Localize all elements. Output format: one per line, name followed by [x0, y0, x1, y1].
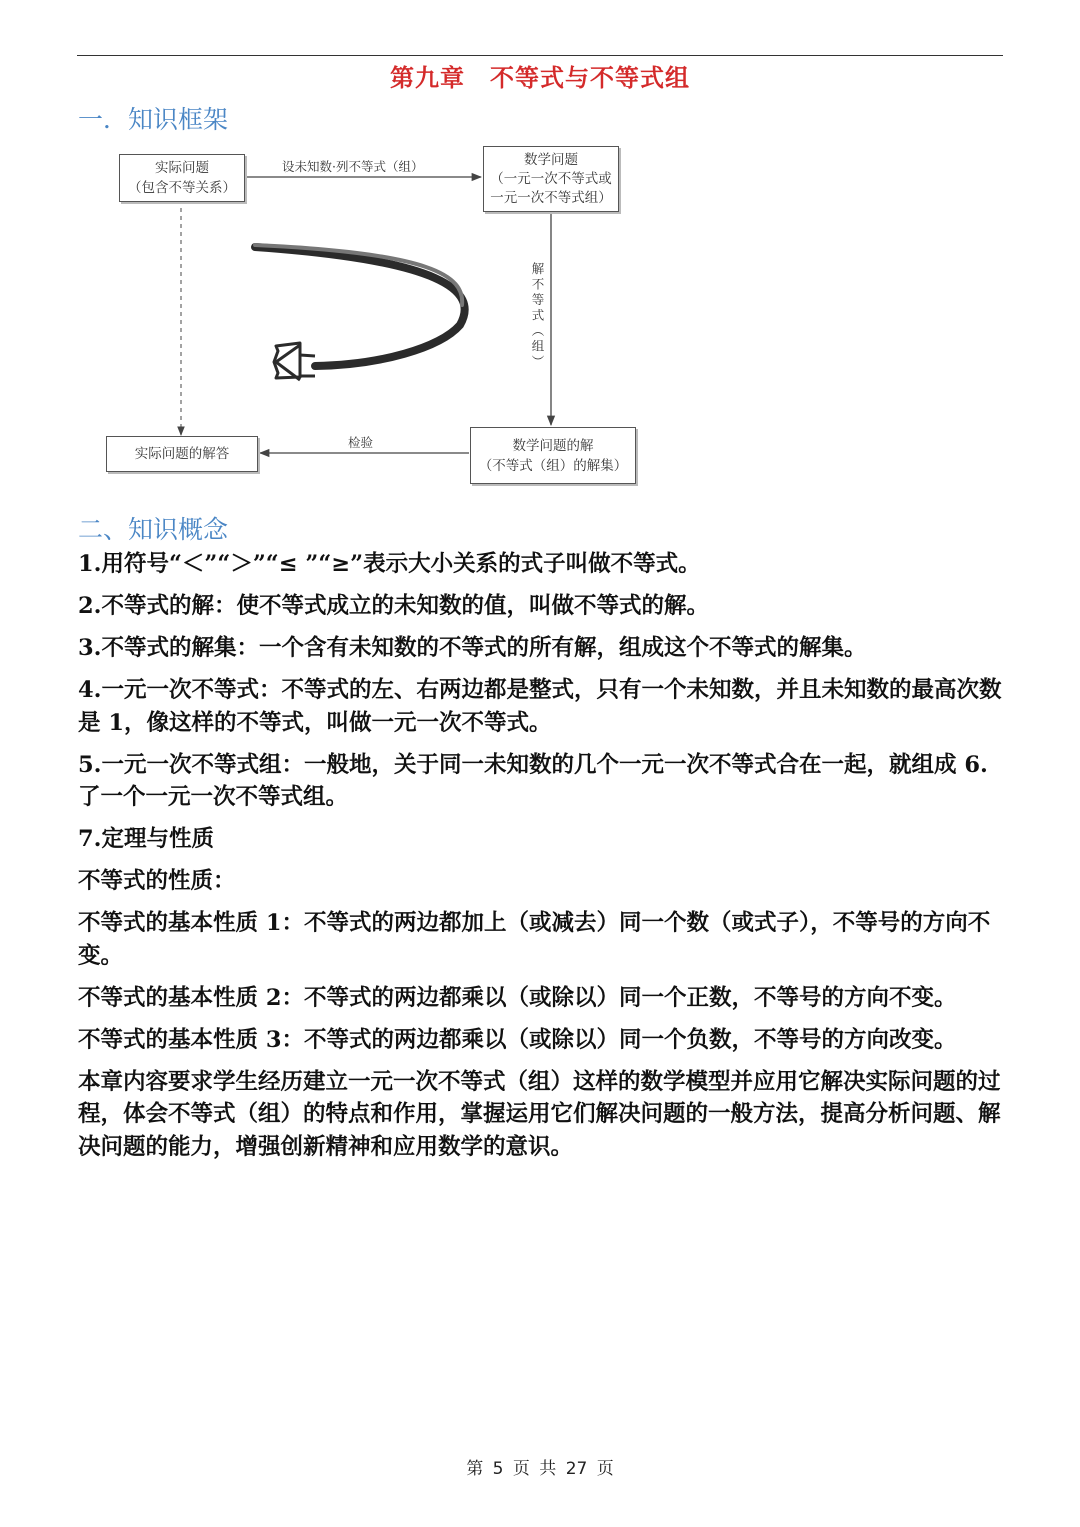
box-math-problem-line2: （一元一次不等式或: [490, 170, 612, 187]
label-verify: 检验: [348, 435, 374, 450]
label-solve-inequality: 解不等式（组）: [530, 262, 545, 371]
paragraph: 7.定理与性质: [78, 826, 214, 852]
box-math-solution: [470, 427, 636, 484]
box-math-solution-line1: 数学问题的解: [512, 437, 594, 454]
paragraph: 4.一元一次不等式：不等式的左、右两边都是整式，只有一个未知数，并且未知数的最高次数是 1，像这样的不等式，叫做一元一次不等式。: [78, 677, 1002, 736]
box-real-answer: [106, 436, 258, 472]
paragraph: 不等式的基本性质 2：不等式的两边都乘以（或除以）同一个正数，不等号的方向不变。: [78, 984, 957, 1011]
paragraph: 不等式的基本性质 3：不等式的两边都乘以（或除以）同一个负数，不等号的方向改变。: [78, 1026, 957, 1053]
box-real-problem-line1: 实际问题: [155, 160, 209, 176]
label-set-unknowns: 设未知数·列不等式（组）: [282, 159, 424, 174]
section-heading-concepts: 二、知识概念: [78, 515, 229, 544]
box-math-solution-line2: （不等式（组）的解集）: [478, 457, 628, 474]
chapter-title: 第九章 不等式与不等式组: [390, 64, 690, 92]
box-math-problem-line1: 数学问题: [524, 151, 578, 168]
paragraph: 本章内容要求学生经历建立一元一次不等式（组）这样的数学模型并应用它解决实际问题的过程，体会不等式（组）的特点和作用，掌握运用它们解决问题的一般方法，提高分析问题、解决问题的能力，增强创新精神和应用数学的意识。: [78, 1068, 1001, 1160]
curved-arrow-icon: [255, 245, 465, 380]
knowledge-framework-diagram: [100, 140, 640, 490]
paragraph: 不等式的基本性质 1：不等式的两边都加上（或减去）同一个数（或式子），不等号的方向不变。: [78, 910, 991, 969]
box-real-problem: [119, 154, 245, 202]
box-math-problem: [483, 146, 619, 212]
box-real-answer-line1: 实际问题的解答: [134, 446, 230, 462]
page-footer: 第 5 页 共 27 页: [466, 1459, 614, 1479]
box-math-problem-line3: 一元一次不等式组）: [490, 189, 612, 206]
section-heading-framework: 一．知识框架: [78, 105, 229, 134]
paragraph: 1.用符号“＜”“＞”“≤ ”“≥”表示大小关系的式子叫做不等式。: [78, 551, 701, 577]
paragraph: 3.不等式的解集：一个含有未知数的不等式的所有解，组成这个不等式的解集。: [78, 635, 867, 661]
paragraph: 不等式的性质：: [78, 868, 236, 894]
header-rule: [77, 55, 1003, 56]
box-real-problem-line2: （包含不等关系）: [128, 180, 236, 196]
paragraph: 5.一元一次不等式组：一般地，关于同一未知数的几个一元一次不等式合在一起，就组成 6.了一个一元一次不等式组。: [78, 751, 988, 810]
paragraph: 2.不等式的解：使不等式成立的未知数的值，叫做不等式的解。: [78, 593, 709, 619]
concepts-content: [78, 548, 1004, 1173]
